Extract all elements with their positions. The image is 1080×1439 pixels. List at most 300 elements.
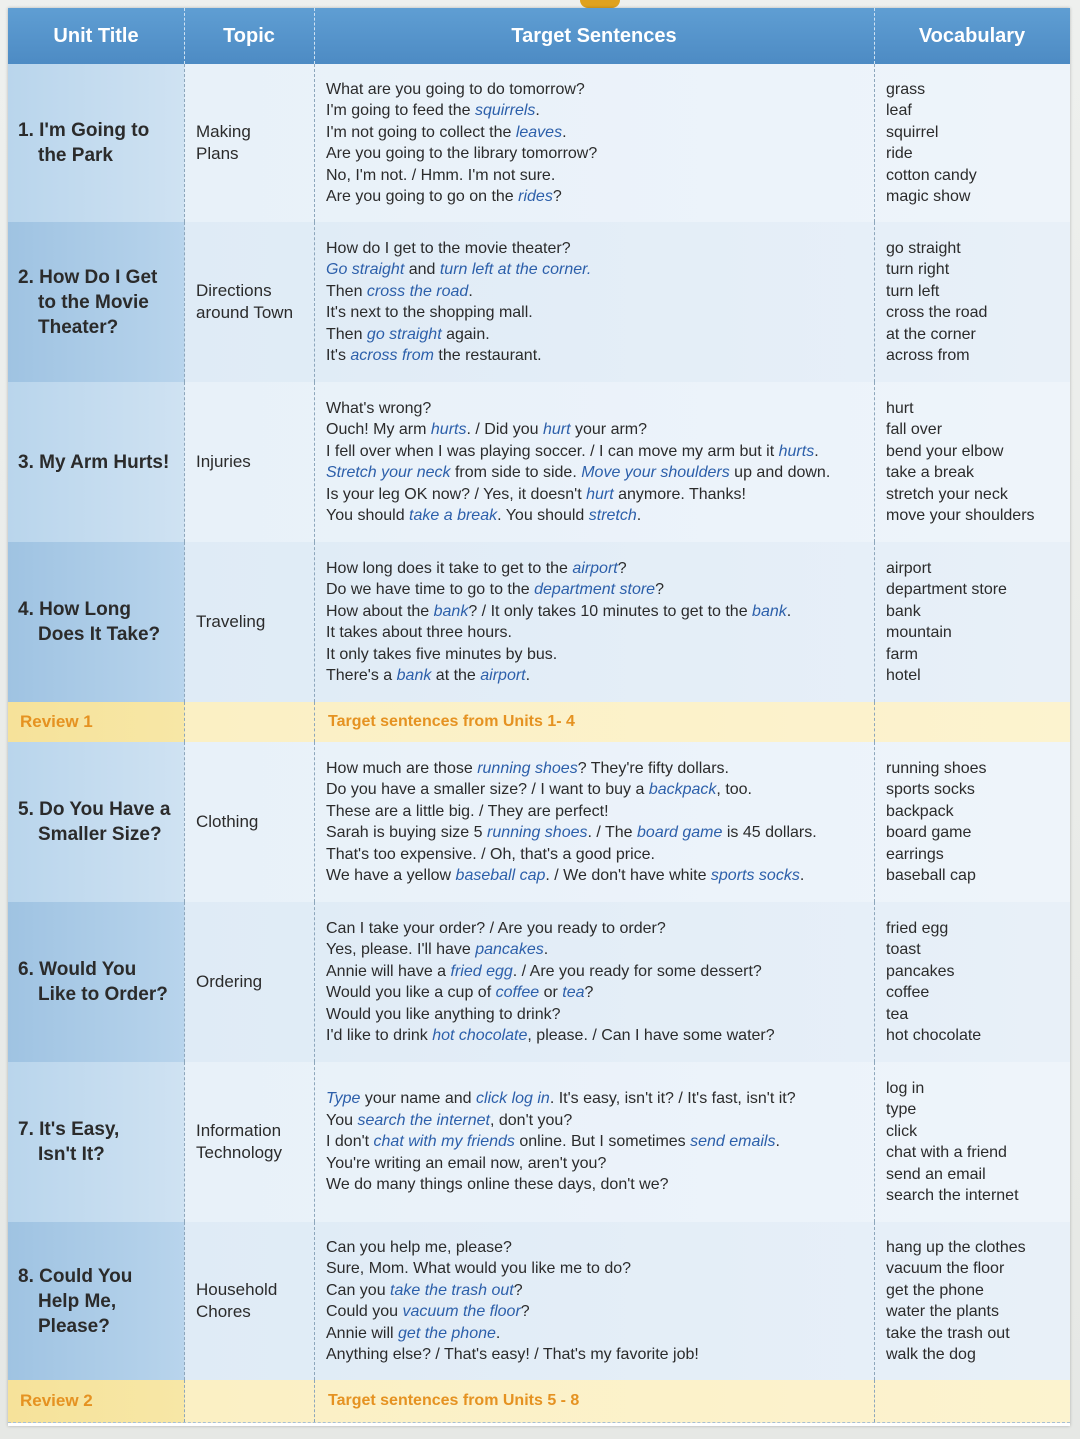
target-sentence [326, 622, 878, 644]
vocabulary-item: magic show [886, 188, 971, 205]
target-phrase: search the internet [357, 1111, 490, 1129]
target-sentence [326, 1237, 878, 1259]
vocabulary-item: search the internet [886, 1187, 1019, 1204]
target-phrase: running shoes [486, 824, 588, 841]
sentence-text: Sure, Mom. What would you like me to do? [326, 1260, 632, 1277]
unit-row [8, 742, 1070, 903]
target-phrase: sports socks [710, 867, 800, 884]
sentence-text: Are you going to go on the [326, 188, 519, 205]
vocabulary-item: turn right [886, 261, 950, 278]
column-divider [314, 1380, 315, 1422]
vocabulary-item: cotton candy [886, 166, 977, 184]
sentence-text: I'm not going to collect the [326, 123, 516, 141]
sentence-text: Would you like anything to drink? [326, 1005, 561, 1023]
sentence-text: Ouch! My arm [326, 421, 431, 438]
column-divider [314, 542, 315, 702]
vocabulary-item: send an email [886, 1165, 986, 1183]
target-phrase: hot chocolate [432, 1027, 528, 1044]
sentence-text: . You should [497, 507, 589, 524]
target-sentence [326, 259, 878, 281]
unit-title-cell [8, 382, 184, 542]
unit-title [8, 265, 157, 340]
mascot-graphic [580, 0, 620, 8]
target-sentence [326, 801, 878, 823]
target-sentence [326, 1174, 878, 1196]
vocabulary-item: fall over [886, 421, 943, 438]
target-sentence [326, 1004, 878, 1026]
unit-title [8, 1264, 132, 1339]
target-phrase: tea [562, 984, 585, 1001]
target-phrase: bank [433, 602, 469, 620]
unit-title-line: 3. My Arm Hurts! [18, 451, 170, 473]
target-phrase: Go straight [326, 261, 405, 278]
vocabulary-item: tea [886, 1005, 909, 1023]
target-sentence [326, 1258, 878, 1280]
topic-line: Making [196, 122, 251, 141]
sentence-text: Yes, please. I'll have [326, 941, 476, 958]
sentence-text: It's next to the shopping mall. [326, 304, 533, 321]
vocabulary-item: coffee [886, 984, 930, 1001]
vocabulary-item: fried egg [886, 919, 949, 937]
target-sentence [326, 865, 878, 887]
table-header [8, 8, 1070, 64]
vocabulary-item: chat with a friend [886, 1144, 1007, 1161]
column-divider [184, 1222, 185, 1380]
sentence-text: You should [326, 507, 410, 524]
topic-line: around Town [196, 303, 294, 322]
sentence-text: ? [552, 188, 562, 205]
column-divider [314, 902, 315, 1062]
target-sentence [326, 419, 878, 441]
sentence-text: or [539, 984, 563, 1001]
sentence-text: These are a little big. / They are perfect! [326, 802, 609, 820]
target-sentence [326, 484, 878, 506]
sentence-text: We do many things online these days, don't we? [326, 1176, 669, 1194]
vocabulary-item: turn left [886, 282, 940, 300]
vocabulary-item: baseball cap [886, 867, 976, 884]
vocabulary-item: get the phone [886, 1281, 984, 1299]
column-divider [184, 902, 185, 1062]
target-phrase: hurt [586, 485, 614, 503]
target-sentence [326, 186, 878, 208]
sentence-text: How long does it take to get to the [326, 559, 573, 577]
column-divider [874, 702, 875, 742]
vocabulary-item: take the trash out [886, 1324, 1010, 1342]
sentence-text: Is your leg OK now? / Yes, it doesn't [326, 485, 587, 503]
target-sentence [326, 1153, 878, 1175]
vocabulary-cell [886, 902, 1066, 1062]
target-sentence [326, 822, 878, 844]
sentence-text: I'd like to drink [326, 1027, 433, 1044]
topic-line: Injuries [196, 452, 251, 471]
vocabulary-item: leaf [886, 102, 912, 119]
vocabulary-cell [886, 1222, 1066, 1380]
unit-title [8, 597, 160, 647]
target-sentence [326, 579, 878, 601]
sentence-text: . [814, 442, 819, 460]
sentence-text: ? [617, 559, 627, 577]
sentence-text: Could you [326, 1303, 403, 1320]
target-sentence [326, 1344, 878, 1366]
target-sentence [326, 644, 878, 666]
sentence-text: ? [584, 984, 594, 1001]
sentence-text: . / Are you ready for some dessert? [512, 962, 762, 980]
unit-title-line: 2. How Do I Get [18, 266, 158, 288]
topic-cell [196, 1222, 312, 1380]
unit-title [8, 1117, 119, 1167]
target-sentence [326, 462, 878, 484]
target-phrase: board game [637, 824, 723, 841]
sentence-text: . [495, 1324, 501, 1342]
vocabulary-item: department store [886, 581, 1007, 598]
target-phrase: chat with my friends [373, 1133, 515, 1151]
vocabulary-item: farm [886, 645, 918, 663]
unit-title [8, 957, 168, 1007]
sentence-text: . [543, 941, 549, 958]
target-sentences-cell [326, 64, 878, 222]
target-phrase: stretch [588, 507, 637, 524]
target-sentence [326, 122, 878, 144]
sentence-text: What's wrong? [326, 399, 432, 417]
unit-title-line: 6. Would You [18, 959, 137, 980]
syllabus-table [8, 8, 1070, 1426]
sentence-text: ? / It only takes 10 minutes to get to the [468, 602, 753, 620]
column-divider [184, 382, 185, 542]
unit-title-line: Help Me, [38, 1290, 117, 1312]
unit-title-line: Please? [38, 1315, 110, 1337]
sentence-text: How much are those [326, 759, 478, 777]
target-phrase: running shoes [477, 759, 578, 777]
target-phrase: cross the road [366, 282, 469, 300]
vocabulary-item: toast [886, 941, 921, 958]
unit-title-line: Theater? [38, 316, 119, 338]
sentence-text: Can you [326, 1281, 391, 1299]
target-sentence [326, 238, 878, 260]
target-sentences-cell [326, 1062, 878, 1222]
sentence-text: from side to side. [450, 464, 582, 481]
target-sentence [326, 302, 878, 324]
target-sentence [326, 918, 878, 940]
sentence-text: I don't [326, 1133, 374, 1151]
target-phrase: take a break [409, 507, 498, 524]
sentence-text: again. [441, 325, 490, 343]
vocabulary-cell [886, 64, 1066, 222]
sentence-text: I fell over when I was playing soccer. / I can move my arm but it [326, 442, 779, 460]
sentence-text: ? They're fifty dollars. [577, 759, 729, 777]
unit-title-line: Does It Take? [38, 624, 161, 645]
target-phrase: turn left at the corner. [439, 261, 592, 278]
vocabulary-item: walk the dog [886, 1346, 976, 1363]
vocabulary-item: pancakes [886, 962, 955, 980]
target-phrase: Move your shoulders [581, 464, 730, 481]
target-phrase: coffee [495, 984, 540, 1001]
vocabulary-item: click [886, 1122, 918, 1140]
sentence-text: There's a [326, 667, 397, 684]
sentence-text: Then [326, 282, 367, 300]
target-sentence [326, 1088, 878, 1110]
vocabulary-item: mountain [886, 624, 952, 641]
sentence-text: Can I take your order? / Are you ready to order? [326, 919, 666, 937]
target-sentence [326, 1110, 878, 1132]
unit-row [8, 382, 1070, 543]
target-phrase: backpack [648, 781, 717, 798]
sentence-text: Are you going to the library tomorrow? [326, 145, 598, 162]
unit-row [8, 902, 1070, 1063]
column-divider [184, 1380, 185, 1422]
sentence-text: How do I get to the movie theater? [326, 239, 571, 257]
target-phrase: get the phone [398, 1324, 496, 1342]
target-phrase: squirrels [474, 102, 536, 119]
target-sentence [326, 844, 878, 866]
sentence-text: . [775, 1133, 780, 1151]
vocabulary-cell [886, 542, 1066, 702]
target-sentence [326, 1301, 878, 1323]
unit-title-cell [8, 1062, 184, 1222]
sentence-text: the restaurant. [433, 347, 542, 364]
sentence-text: ? [513, 1281, 523, 1299]
target-sentences-cell [326, 742, 878, 902]
header-target-sentences: Target Sentences [511, 25, 677, 47]
unit-title-cell [8, 542, 184, 702]
column-divider [184, 742, 185, 902]
sentence-text: . [562, 123, 567, 141]
vocabulary-item: bend your elbow [886, 442, 1004, 460]
vocabulary-item: hot chocolate [886, 1027, 982, 1044]
vocabulary-item: move your shoulders [886, 507, 1035, 524]
column-divider [314, 1062, 315, 1222]
target-sentences-cell [326, 542, 878, 702]
column-divider [314, 64, 315, 222]
vocabulary-item: airport [886, 559, 932, 577]
target-sentence [326, 601, 878, 623]
vocabulary-item: grass [886, 80, 926, 98]
sentence-text: . [786, 602, 792, 620]
target-phrase: hurts [778, 442, 815, 460]
unit-title [8, 797, 170, 847]
target-phrase: leaves [515, 123, 563, 141]
sentence-text: Annie will [326, 1324, 399, 1342]
target-sentence [326, 143, 878, 165]
sentence-text: It's [326, 347, 351, 364]
target-sentences-cell [326, 1222, 878, 1380]
target-sentence [326, 1323, 878, 1345]
sentence-text: Annie will have a [326, 962, 451, 980]
target-phrase: take the trash out [390, 1281, 514, 1299]
target-sentence [326, 441, 878, 463]
vocabulary-item: hotel [886, 667, 921, 684]
review-sentence: Target sentences from Units 1- 4 [328, 713, 575, 730]
sentence-text: Sarah is buying size 5 [326, 824, 487, 841]
vocabulary-item: across from [886, 347, 970, 364]
topic-cell [196, 1062, 312, 1222]
vocabulary-item: vacuum the floor [886, 1260, 1005, 1277]
topic-line: Chores [196, 1302, 251, 1321]
sentence-text: anymore. Thanks! [613, 485, 746, 503]
vocabulary-item: log in [886, 1079, 925, 1097]
review-row [8, 1380, 1070, 1423]
target-sentence [326, 281, 878, 303]
target-sentence [326, 398, 878, 420]
review-sentence: Target sentences from Units 5 - 8 [328, 1392, 580, 1409]
vocabulary-cell [886, 222, 1066, 382]
target-sentences-cell [326, 222, 878, 382]
vocabulary-item: ride [886, 145, 913, 162]
topic-line: Directions [196, 281, 272, 300]
sentence-text: . [525, 667, 531, 684]
sentence-text: ? [655, 581, 664, 598]
unit-title-line: to the Movie [38, 291, 149, 313]
sentence-text: . [636, 507, 642, 524]
target-phrase: pancakes [475, 941, 544, 958]
target-sentence [326, 961, 878, 983]
sentence-text: That's too expensive. / Oh, that's a good price. [326, 845, 655, 863]
column-divider [314, 702, 315, 742]
sentence-text: . / Did you [466, 421, 543, 438]
topic-cell [196, 742, 312, 902]
target-phrase: hurt [542, 421, 571, 438]
topic-cell [196, 222, 312, 382]
vocabulary-item: sports socks [886, 781, 975, 798]
target-phrase: bank [396, 667, 432, 684]
sentence-text: . [799, 867, 805, 884]
vocabulary-item: cross the road [886, 304, 988, 321]
target-sentence [326, 558, 878, 580]
target-sentence [326, 79, 878, 101]
vocabulary-item: running shoes [886, 759, 987, 777]
target-phrase: click log in [476, 1090, 550, 1108]
sentence-text: at the [431, 667, 481, 684]
sentence-text: Do we have time to go to the [326, 581, 535, 598]
unit-row [8, 222, 1070, 383]
unit-row [8, 64, 1070, 223]
vocabulary-item: type [886, 1101, 917, 1118]
vocabulary-cell [886, 1062, 1066, 1222]
topic-line: Information [196, 1121, 282, 1140]
topic-line: Traveling [196, 612, 266, 631]
column-divider [184, 64, 185, 222]
target-phrase: Type [326, 1090, 361, 1108]
target-sentence [326, 779, 878, 801]
header-vocabulary: Vocabulary [918, 25, 1026, 47]
vocabulary-item: board game [886, 824, 972, 841]
column-divider [184, 542, 185, 702]
vocabulary-item: take a break [886, 464, 975, 481]
sentence-text: , don't you? [489, 1111, 573, 1129]
unit-title-line: 5. Do You Have a [18, 799, 171, 820]
vocabulary-item: at the corner [886, 325, 976, 343]
unit-row [8, 1062, 1070, 1223]
topic-cell [196, 382, 312, 542]
sentence-text: What are you going to do tomorrow? [326, 80, 585, 98]
unit-row [8, 1222, 1070, 1381]
topic-cell [196, 64, 312, 222]
sentence-text: . [535, 102, 540, 119]
column-divider [184, 1062, 185, 1222]
header-topic: Topic [223, 25, 275, 47]
review-title: Review 1 [20, 712, 93, 731]
target-phrase: bank [752, 602, 787, 620]
vocabulary-item: stretch your neck [886, 485, 1008, 503]
sentence-text: Can you help me, please? [326, 1238, 512, 1256]
target-sentence [326, 345, 878, 367]
sentence-text: Would you like a cup of [326, 984, 496, 1001]
target-phrase: baseball cap [455, 867, 546, 884]
sentence-text: You [326, 1111, 358, 1129]
target-sentence [326, 1131, 878, 1153]
topic-cell [196, 902, 312, 1062]
unit-title-line: 1. I'm Going to [18, 120, 150, 141]
sentence-text: . / We don't have white [545, 867, 711, 884]
target-phrase: vacuum the floor [402, 1303, 521, 1320]
sentence-text: , please. / Can I have some water? [527, 1027, 775, 1044]
target-sentence [326, 939, 878, 961]
sentence-text: and [404, 261, 440, 278]
column-divider [184, 702, 185, 742]
target-sentence [326, 758, 878, 780]
sentence-text: It only takes five minutes by bus. [326, 645, 558, 663]
sentence-text: your arm? [570, 421, 648, 438]
target-sentence [326, 982, 878, 1004]
header-unit-title: Unit Title [53, 25, 139, 47]
topic-line: Ordering [196, 972, 263, 991]
vocabulary-item: backpack [886, 802, 954, 820]
unit-title-cell [8, 742, 184, 902]
topic-cell [196, 542, 312, 702]
unit-title-cell [8, 902, 184, 1062]
vocabulary-item: bank [886, 602, 921, 620]
vocabulary-item: squirrel [886, 123, 939, 141]
vocabulary-cell [886, 382, 1066, 542]
column-divider [314, 1222, 315, 1380]
target-phrase: send emails [690, 1133, 776, 1151]
target-phrase: go straight [366, 325, 442, 343]
target-sentences-cell [326, 382, 878, 542]
vocabulary-item: hang up the clothes [886, 1238, 1026, 1256]
vocabulary-item: hurt [886, 399, 914, 417]
unit-title-line: 7. It's Easy, [18, 1119, 120, 1140]
sentence-text: . [468, 282, 473, 300]
topic-line: Plans [196, 144, 239, 163]
unit-title-line: 8. Could You [18, 1265, 133, 1287]
sentence-text: ? [520, 1303, 530, 1320]
sentence-text: How about the [326, 602, 434, 620]
target-sentence [326, 1280, 878, 1302]
topic-line: Technology [196, 1143, 283, 1162]
column-divider [314, 382, 315, 542]
column-divider [874, 1380, 875, 1422]
unit-title-line: Like to Order? [38, 984, 168, 1005]
sentence-text: Then [326, 325, 367, 343]
target-sentence [326, 100, 878, 122]
sentence-text: Anything else? / That's easy! / That's my favorite job! [326, 1346, 699, 1363]
sentence-text: No, I'm not. / Hmm. I'm not sure. [326, 166, 556, 184]
sentence-text: It takes about three hours. [326, 624, 512, 641]
target-phrase: hurts [430, 421, 467, 438]
unit-title [8, 450, 169, 475]
target-sentence [326, 165, 878, 187]
sentence-text: You're writing an email now, aren't you? [326, 1154, 607, 1172]
sentence-text: is 45 dollars. [722, 824, 817, 841]
target-sentence [326, 665, 878, 687]
sentence-text: online. But I sometimes [514, 1133, 691, 1151]
target-sentences-cell [326, 902, 878, 1062]
sentence-text: up and down. [729, 464, 831, 481]
sentence-text: Do you have a smaller size? / I want to buy a [326, 781, 649, 798]
target-phrase: rides [518, 188, 553, 205]
target-sentence [326, 1025, 878, 1047]
review-title-cell [8, 702, 184, 742]
topic-line: Clothing [196, 812, 259, 831]
